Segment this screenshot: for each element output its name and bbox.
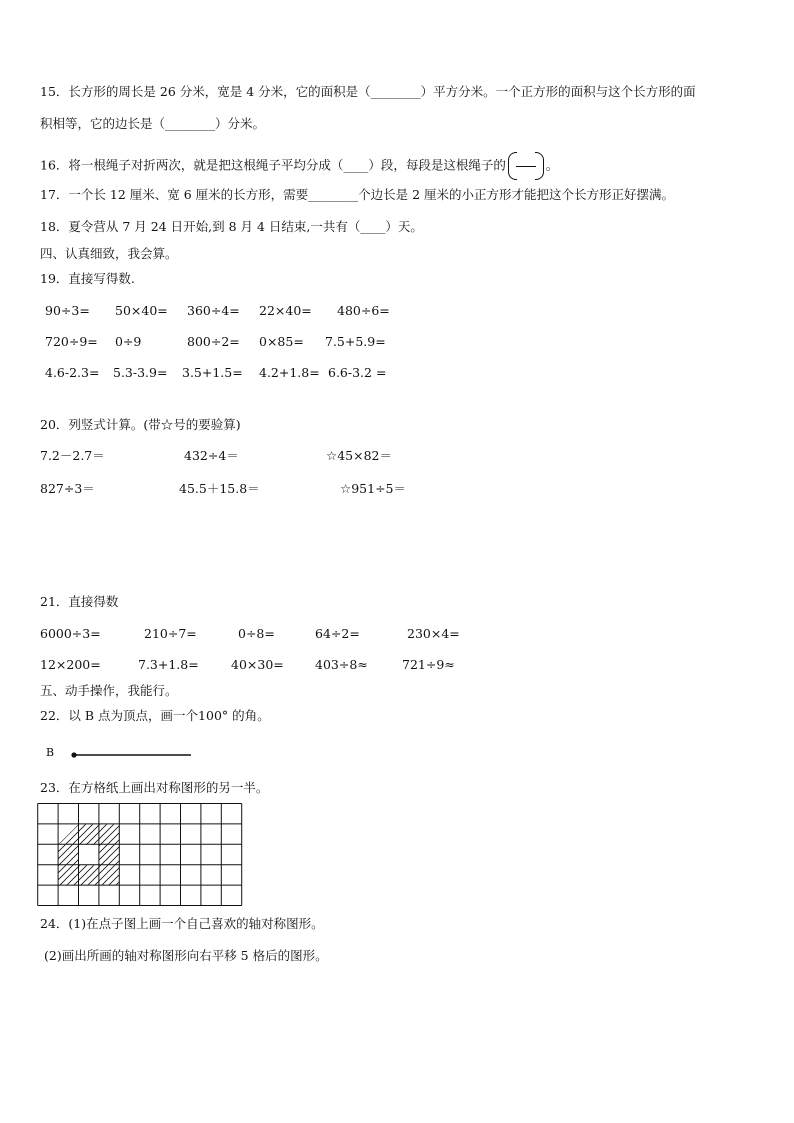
q19-item: 6.6-3.2 = — [328, 365, 387, 380]
q20-item: ☆45×82＝ — [326, 448, 392, 463]
q19-item: 4.6-2.3= — [45, 365, 100, 380]
square-grid — [37, 803, 245, 909]
q21-title: 21．直接得数 — [40, 594, 119, 609]
q17-text: 17．一个长 12 厘米、宽 6 厘米的长方形，需要________个边长是 2 厘米的小正方形才能把这个长方形正好摆满。 — [40, 187, 675, 202]
q18-text: 18．夏令营从 7 月 24 日开始,到 8 月 4 日结束,一共有（____）天。 — [40, 219, 423, 234]
section5-title: 五、动手操作，我能行。 — [40, 683, 178, 698]
ray-diagram — [60, 744, 200, 766]
q21-item: 12×200= — [40, 657, 101, 672]
q21-item: 64÷2= — [315, 626, 360, 641]
q19-item: 5.3-3.9= — [113, 365, 168, 380]
q20-item: ☆951÷5＝ — [340, 481, 406, 496]
q19-item: 720÷9= — [45, 334, 98, 349]
q20-item: 827÷3＝ — [40, 481, 95, 496]
q19-item: 800÷2= — [187, 334, 240, 349]
q21-item: 6000÷3= — [40, 626, 101, 641]
q19-item: 360÷4= — [187, 303, 240, 318]
q15-line1: 15．长方形的周长是 26 分米，宽是 4 分米，它的面积是（________）平方分米。一个正方形的面积与这个长方形的面 — [40, 84, 696, 99]
q19-item: 90÷3= — [45, 303, 90, 318]
q20-item: 45.5＋15.8＝ — [179, 481, 260, 496]
q19-item: 0÷9 — [115, 334, 142, 349]
fraction-blank — [508, 152, 544, 180]
q22-text: 22．以 B 点为顶点，画一个100° 的角。 — [40, 708, 270, 723]
q21-item: 210÷7= — [144, 626, 197, 641]
q21-item: 7.3+1.8= — [138, 657, 199, 672]
q21-item: 230×4= — [407, 626, 460, 641]
q21-item: 40×30= — [231, 657, 284, 672]
section4-title: 四、认真细致，我会算。 — [40, 246, 178, 261]
q15-line2: 积相等，它的边长是（________）分米。 — [40, 116, 266, 131]
q24-part2: (2)画出所画的轴对称图形向右平移 5 格后的图形。 — [44, 948, 328, 963]
q19-item: 3.5+1.5= — [182, 365, 243, 380]
q21-item: 0÷8= — [238, 626, 275, 641]
q21-item: 721÷9≈ — [402, 657, 455, 672]
q20-item: 7.2－2.7＝ — [40, 448, 105, 463]
q24-part1: 24．(1)在点子图上画一个自己喜欢的轴对称图形。 — [40, 916, 324, 931]
point-b-label: B — [46, 746, 55, 759]
q16-tail: 。 — [545, 157, 559, 173]
q23-title: 23．在方格纸上画出对称图形的另一半。 — [40, 780, 269, 795]
q20-item: 432÷4＝ — [184, 448, 239, 463]
q19-item: 0×85= — [259, 334, 304, 349]
q19-item: 50×40= — [115, 303, 168, 318]
q16-line — [40, 152, 558, 180]
q20-title: 20．列竖式计算。(带☆号的要验算) — [40, 417, 241, 432]
q19-item: 4.2+1.8= — [259, 365, 320, 380]
q19-title: 19．直接写得数. — [40, 271, 135, 286]
q19-item: 22×40= — [259, 303, 312, 318]
q19-item: 7.5+5.9= — [325, 334, 386, 349]
q19-item: 480÷6= — [337, 303, 390, 318]
q21-item: 403÷8≈ — [315, 657, 368, 672]
q16-text: 16．将一根绳子对折两次，就是把这根绳子平均分成（____）段，每段是这根绳子的 — [40, 157, 506, 173]
hatched-shape — [58, 824, 119, 885]
